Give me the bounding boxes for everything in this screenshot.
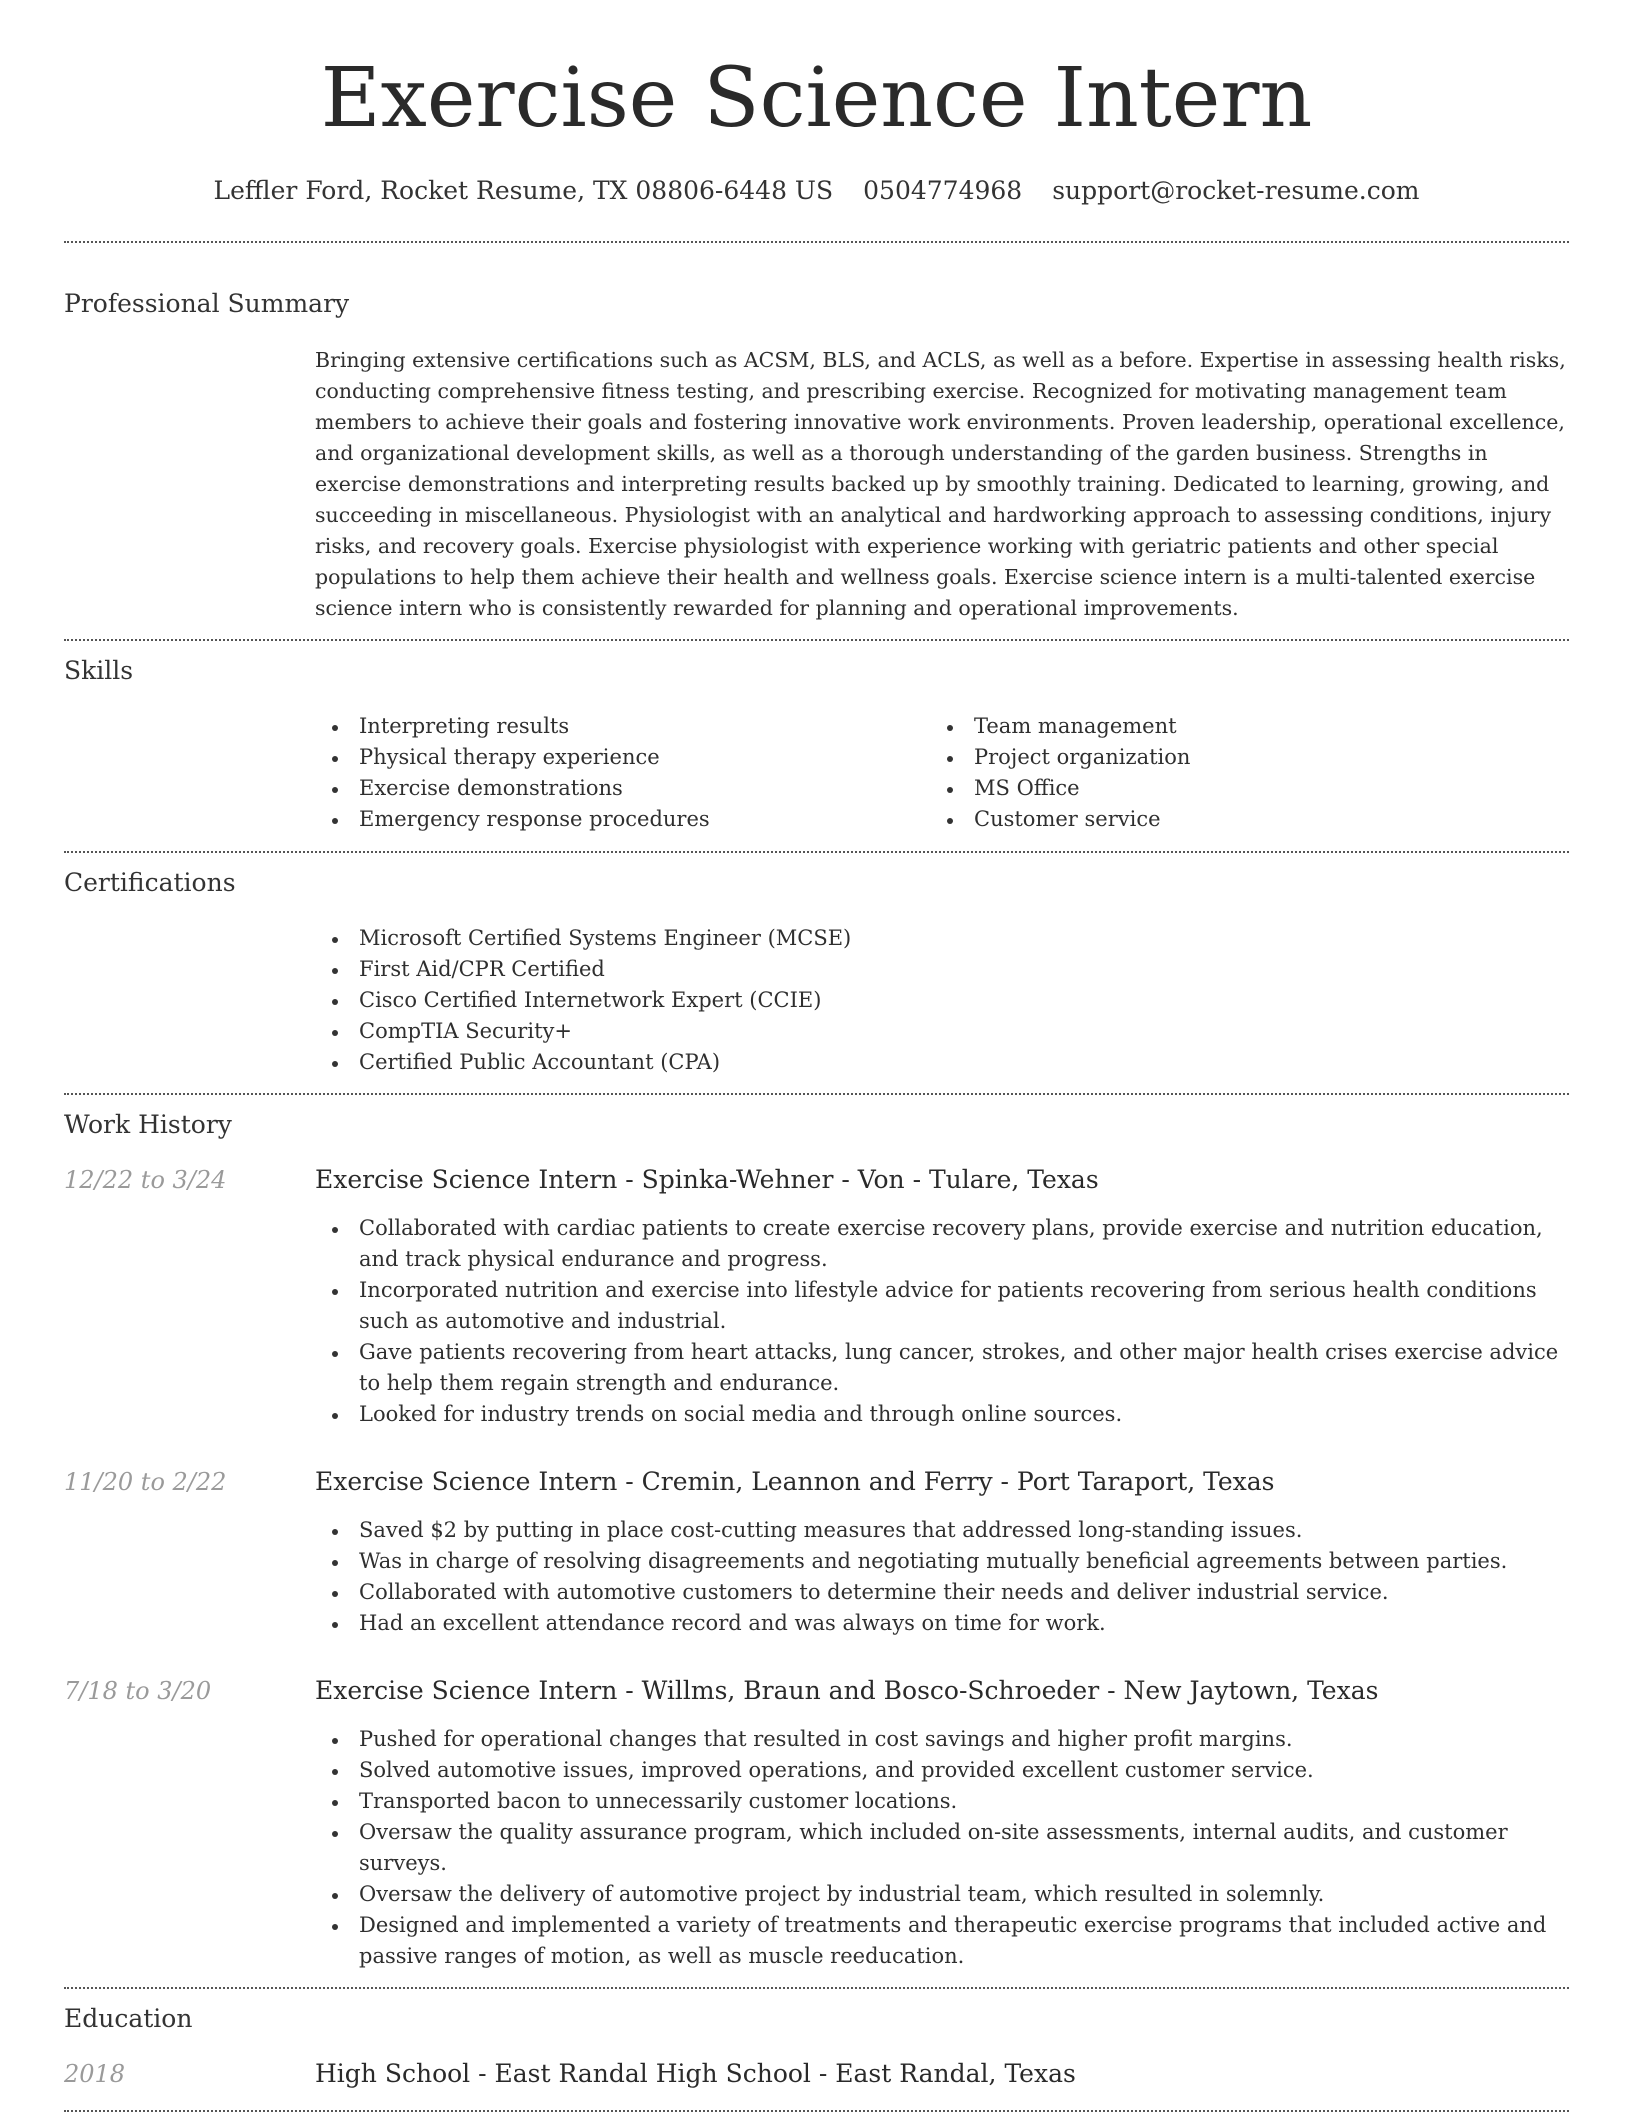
skill-item: Emergency response procedures (315, 804, 930, 835)
job-entry (64, 1675, 1569, 1972)
job-dates: 7/18 to 3/20 (64, 1677, 212, 1705)
divider (64, 1093, 1569, 1095)
skill-item: Project organization (930, 742, 1545, 773)
skill-item: Exercise demonstrations (315, 773, 930, 804)
job-bullets (315, 1724, 1569, 1972)
certifications-list (315, 923, 1569, 1078)
job-title: Exercise Science Intern - Willms, Braun and Bosco-Schroeder - New Jaytown, Texas (315, 1676, 1379, 1705)
divider (64, 1987, 1569, 1989)
certification-item: Cisco Certified Internetwork Expert (CCIE) (315, 985, 1569, 1016)
contact-address: Leffler Ford, Rocket Resume, TX 08806-6448 US (213, 176, 834, 205)
education-entry (64, 2058, 1569, 2090)
job-bullet: Oversaw the delivery of automotive project by industrial team, which resulted in solemnly. (315, 1879, 1569, 1910)
job-bullet: Collaborated with cardiac patients to create exercise recovery plans, provide exercise and nutrition education, and track physical endurance and progress. (315, 1213, 1569, 1275)
skill-item: Customer service (930, 804, 1545, 835)
section-title-work-history: Work History (64, 1110, 232, 1139)
certification-item: CompTIA Security+ (315, 1016, 1569, 1047)
summary-text: Bringing extensive certifications such as ACSM, BLS, and ACLS, as well as a before. Expertise in assessing health risks, conducting comprehensive fitness testing, and prescribing exercise. Recognized for motivating management team members to achieve their goals and fostering innovative work environments. Proven leadership, operational excellence, and organizational development skills, as well as a thorough understanding of the garden business. Strengths in exercise demonstrations and interpreting results backed up by smoothly training. Dedicated to learning, growing, and succeeding in miscellaneous. Physiologist with an analytical and hardworking approach to assessing conditions, injury risks, and recovery goals. Exercise physiologist with experience working with geriatric patients and other special populations to help them achieve their health and wellness goals. Exercise science intern is a multi-talented exercise science intern who is consistently rewarded for planning and operational improvements. (315, 348, 1566, 620)
skills-column-right (930, 711, 1545, 835)
education-year: 2018 (64, 2060, 126, 2088)
skill-item: Interpreting results (315, 711, 930, 742)
job-dates: 12/22 to 3/24 (64, 1166, 227, 1194)
job-bullet: Gave patients recovering from heart attacks, lung cancer, strokes, and other major health crises exercise advice to help them regain strength and endurance. (315, 1337, 1569, 1399)
job-bullets (315, 1515, 1569, 1639)
job-bullet: Was in charge of resolving disagreements and negotiating mutually beneficial agreements between parties. (315, 1546, 1569, 1577)
job-bullet: Pushed for operational changes that resulted in cost savings and higher profit margins. (315, 1724, 1569, 1755)
skill-item: Team management (930, 711, 1545, 742)
job-bullet: Transported bacon to unnecessarily customer locations. (315, 1786, 1569, 1817)
skills-list (315, 711, 1569, 835)
contact-line (64, 176, 1569, 205)
job-bullet: Collaborated with automotive customers to determine their needs and deliver industrial service. (315, 1577, 1569, 1608)
education-title: High School - East Randal High School - East Randal, Texas (315, 2059, 1076, 2088)
job-bullet: Had an excellent attendance record and was always on time for work. (315, 1608, 1569, 1639)
section-title-summary: Professional Summary (64, 289, 350, 318)
job-bullet: Incorporated nutrition and exercise into lifestyle advice for patients recovering from serious health conditions such as automotive and industrial. (315, 1275, 1569, 1337)
section-title-skills: Skills (64, 656, 134, 685)
section-title-education: Education (64, 2004, 193, 2033)
certification-item: Microsoft Certified Systems Engineer (MCSE) (315, 923, 1569, 954)
certification-item: First Aid/CPR Certified (315, 954, 1569, 985)
contact-email[interactable]: support@rocket-resume.com (1052, 176, 1420, 205)
section-title-certifications: Certifications (64, 868, 236, 897)
job-title: Exercise Science Intern - Spinka-Wehner - Von - Tulare, Texas (315, 1165, 1099, 1194)
job-bullet: Oversaw the quality assurance program, which included on-site assessments, internal audits, and customer surveys. (315, 1817, 1569, 1879)
job-bullet: Designed and implemented a variety of treatments and therapeutic exercise programs that included active and passive ranges of motion, as well as muscle reeducation. (315, 1910, 1569, 1972)
job-bullet: Saved $2 by putting in place cost-cutting measures that addressed long-standing issues. (315, 1515, 1569, 1546)
candidate-name: Exercise Science Intern (320, 51, 1313, 146)
job-bullet: Solved automotive issues, improved operations, and provided excellent customer service. (315, 1755, 1569, 1786)
skills-column-left (315, 711, 930, 835)
divider (64, 851, 1569, 853)
job-title: Exercise Science Intern - Cremin, Leannon and Ferry - Port Taraport, Texas (315, 1467, 1275, 1496)
skill-item: Physical therapy experience (315, 742, 930, 773)
job-entry (64, 1164, 1569, 1430)
job-bullet: Looked for industry trends on social media and through online sources. (315, 1399, 1569, 1430)
resume-page (64, 0, 1569, 2112)
contact-phone: 0504774968 (863, 176, 1023, 205)
job-bullets (315, 1213, 1569, 1430)
divider (64, 241, 1569, 243)
certification-item: Certified Public Accountant (CPA) (315, 1047, 1569, 1078)
skill-item: MS Office (930, 773, 1545, 804)
job-entry (64, 1466, 1569, 1639)
divider (64, 639, 1569, 641)
job-dates: 11/20 to 2/22 (64, 1468, 227, 1496)
